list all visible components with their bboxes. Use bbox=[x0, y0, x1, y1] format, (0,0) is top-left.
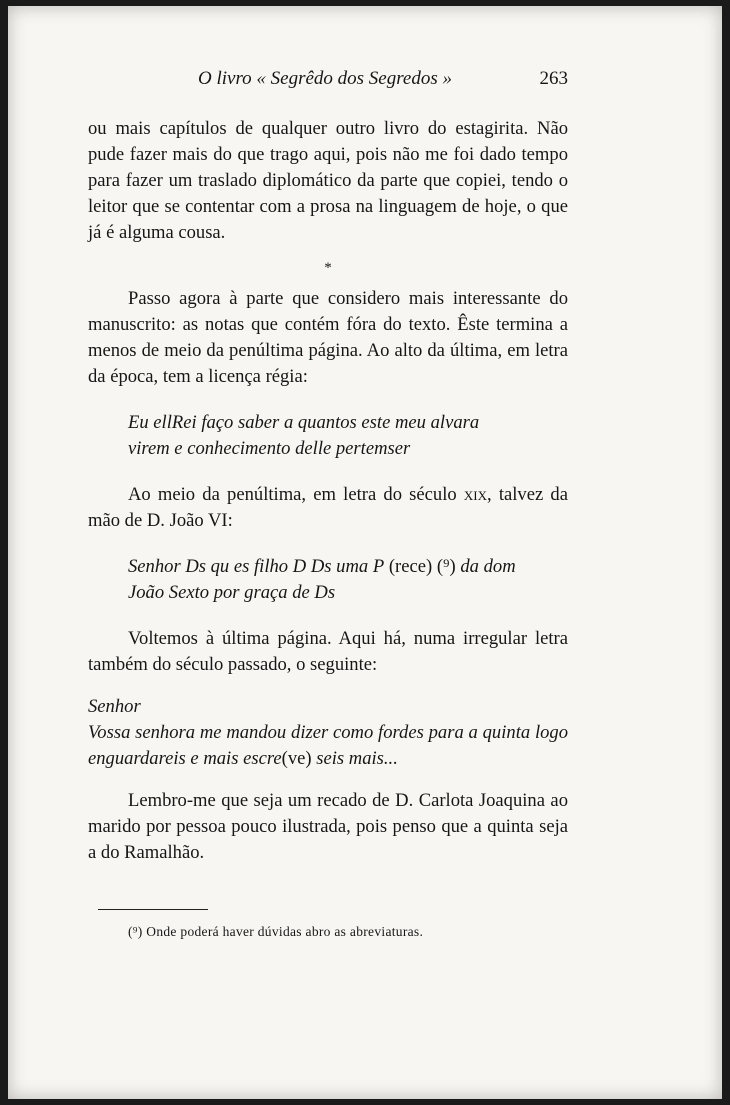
footnote-reference: (⁹) bbox=[436, 556, 456, 577]
page-body bbox=[88, 116, 568, 866]
quote-text: da dom João Sexto por graça de Ds bbox=[128, 556, 516, 603]
quote-text: seis mais... bbox=[311, 748, 398, 769]
page-header bbox=[88, 68, 568, 96]
quote-message bbox=[88, 720, 568, 772]
quote-expansion: (ve) bbox=[281, 748, 312, 769]
paragraph-penultimate-page bbox=[88, 482, 568, 534]
quote-prayer bbox=[88, 554, 568, 606]
quote-text: Vossa senhora me mandou dizer como fordes para a quinta logo enguardareis e mais escre bbox=[88, 722, 568, 769]
paragraph-manuscript-notes: Passo agora à parte que considero mais interessante do manuscrito: as notas que contém fóra do texto. Êste termina a menos de meio da penúltima página. Ao alto da última, em letra da época, tem a licença régia: bbox=[88, 288, 568, 387]
footnote-text: Onde poderá haver dúvidas abro as abreviaturas. bbox=[142, 924, 424, 939]
paragraph-last-page: Voltemos à última página. Aqui há, numa irregular letra também do século passado, o seguinte: bbox=[88, 628, 568, 675]
paragraph-text: , talvez da mão de D. João VI: bbox=[88, 484, 568, 531]
footnote bbox=[128, 924, 568, 940]
paragraph-continuation: ou mais capítulos de qualquer outro livro do estagirita. Não pude fazer mais do que trago aqui, pois não me foi dado tempo para fazer um traslado diplomático da parte que copiei, tendo o leitor que se contentar com a prosa na linguagem de hoje, o que já é alguma cousa. bbox=[88, 118, 568, 243]
footnote-marker: (⁹) bbox=[128, 924, 143, 939]
running-title: O livro « Segrêdo dos Segredos » bbox=[198, 68, 453, 89]
footnote-rule bbox=[98, 909, 208, 910]
quote-salutation: Senhor bbox=[88, 696, 141, 717]
century-numeral: xix bbox=[463, 484, 487, 505]
quote-text: Senhor Ds qu es filho D Ds uma P bbox=[128, 556, 385, 577]
paragraph-conclusion: Lembro-me que seja um recado de D. Carlota Joaquina ao marido por pessoa pouco ilustrada, pois penso que a quinta seja a do Ramalhão. bbox=[88, 790, 568, 863]
section-asterisk: * bbox=[324, 260, 332, 276]
page-number: 263 bbox=[539, 68, 568, 89]
quote-royal-license: Eu ellRei faço saber a quantos este meu alvara virem e conhecimento delle pertemser bbox=[128, 412, 480, 459]
quote-expansion: (rece) bbox=[384, 556, 437, 577]
book-page bbox=[8, 6, 722, 1099]
paragraph-text: Ao meio da penúltima, em letra do século bbox=[128, 484, 464, 505]
